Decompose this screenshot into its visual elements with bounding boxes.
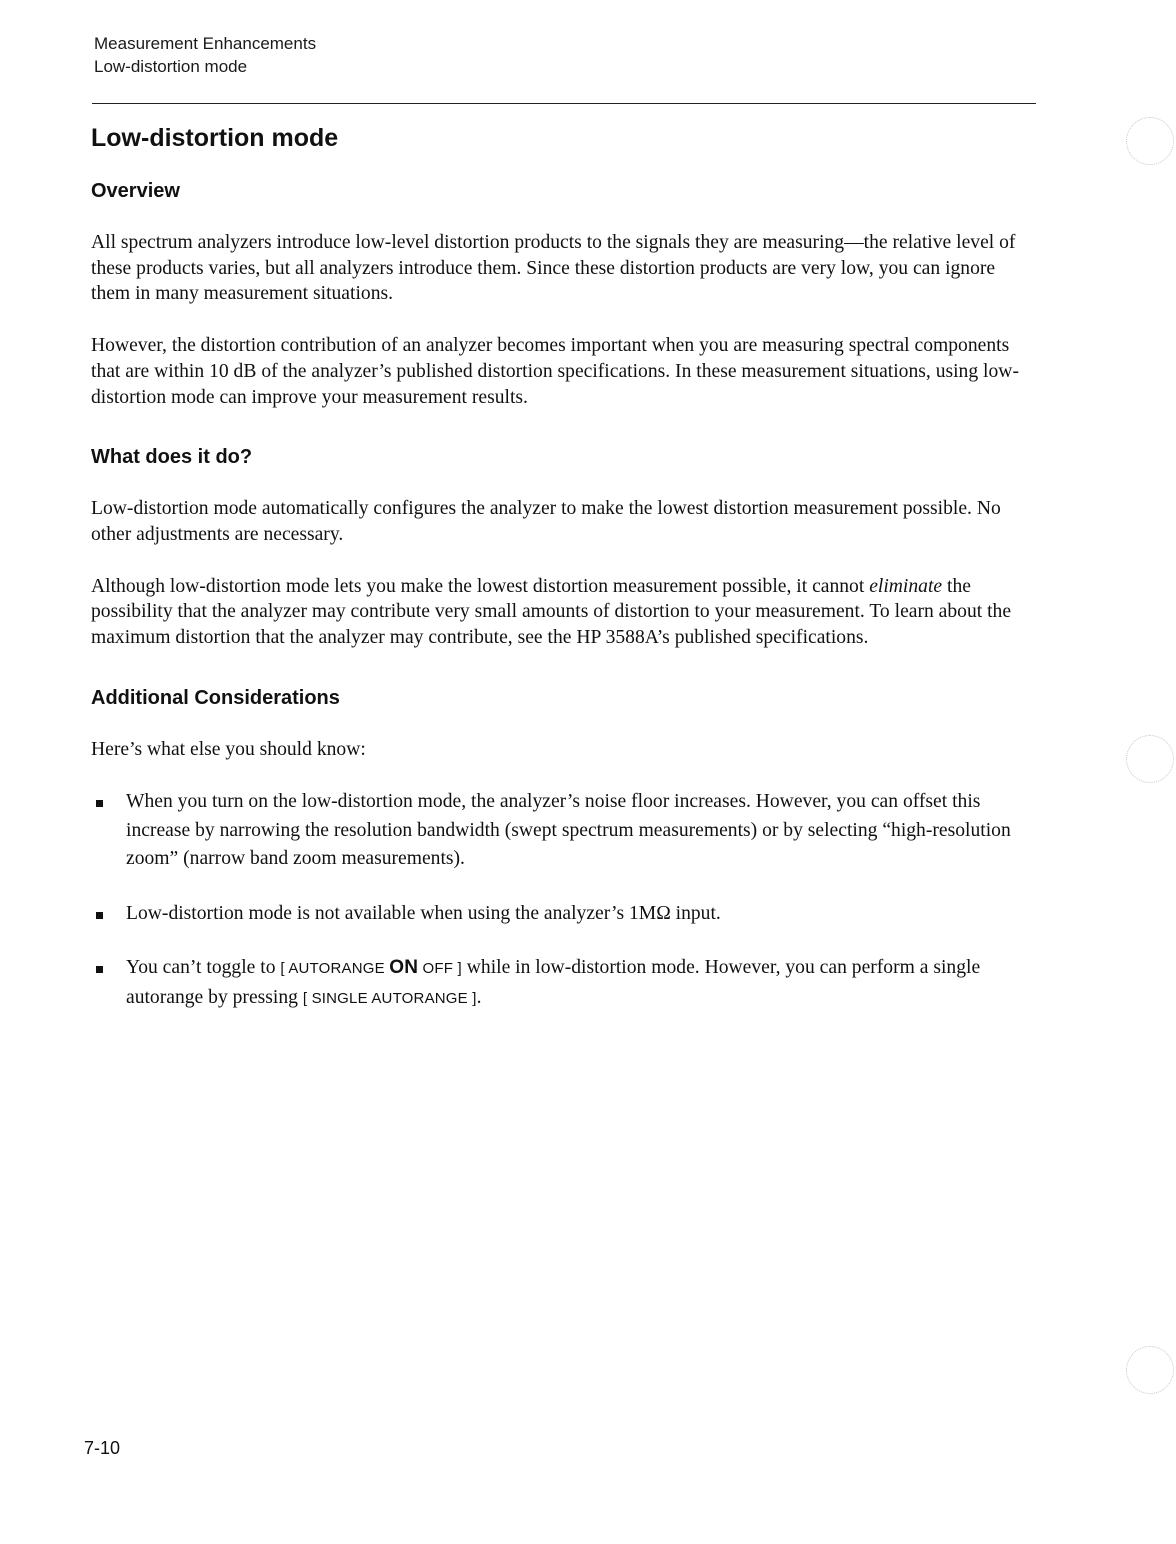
what-paragraph-2-end: the possibility that the analyzer may contribute very small amounts of distortion to your measurement. To learn about the maximum distortion that the analyzer may contribute, see the HP 3588A’s published specifications. <box>91 575 1012 649</box>
additional-intro: Here’s what else you should know: <box>91 738 366 760</box>
list-item <box>91 900 1031 929</box>
punch-hole-middle <box>1126 735 1174 783</box>
page-number: 7-10 <box>84 1438 121 1458</box>
eliminate-emphasis: eliminate <box>869 575 943 597</box>
bullet-text-autorange-part1: You can’t toggle to <box>126 957 281 979</box>
bullet-text-noise-floor: When you turn on the low-distortion mode, the analyzer’s noise floor increases. However, you can offset this increase by narrowing the resolution bandwidth (swept spectrum measurements) or by selecting “high-resolution zoom” (narrow band zoom measurements). <box>126 791 1011 870</box>
overview-paragraph-2: However, the distortion contribution of an analyzer becomes important when you are measuring spectral components that are within 10 dB of the analyzer’s published distortion specifications. In these measurement situations, using low-distortion mode can improve your measurement results. <box>91 335 1019 408</box>
additional-considerations-section <box>91 685 1031 1014</box>
page-content <box>91 122 1031 1039</box>
what-paragraph-1: Low-distortion mode automatically configures the analyzer to make the lowest distortion measurement possible. No other adjustments are necessary. <box>91 498 1001 545</box>
square-bullet-icon <box>96 966 103 973</box>
bullet-text-autorange-part2: while in low-distortion mode. However, you can perform a single autorange by pressing <box>126 957 981 1008</box>
softkey-autorange-on-off <box>280 957 462 979</box>
what-paragraph-2 <box>91 574 1031 651</box>
softkey-autorange-on: ON <box>389 957 419 979</box>
running-header-chapter: Measurement Enhancements <box>94 34 317 53</box>
what-does-it-do-heading: What does it do? <box>91 446 253 469</box>
additional-considerations-heading: Additional Considerations <box>91 686 340 709</box>
list-item <box>91 954 1031 1013</box>
overview-paragraph-1: All spectrum analyzers introduce low-level distortion products to the signals they are measuring—the relative level of these products varies, but all analyzers introduce them. Since these distortion products are very low, you can ignore them in many measurement situations. <box>91 232 1016 305</box>
list-item <box>91 788 1031 874</box>
softkey-autorange-close: OFF ] <box>418 960 462 978</box>
square-bullet-icon <box>96 912 103 919</box>
what-paragraph-2-start: Although low-distortion mode lets you make the lowest distortion measurement possible, it cannot <box>91 575 870 597</box>
bullet-text-1mohm-input: Low-distortion mode is not available when using the analyzer’s 1MΩ input. <box>126 902 721 924</box>
overview-heading: Overview <box>91 180 180 202</box>
running-header <box>94 32 316 78</box>
softkey-single-autorange: [ SINGLE AUTORANGE ] <box>302 989 477 1007</box>
considerations-list <box>91 788 1031 1013</box>
what-does-it-do-section <box>91 444 1031 651</box>
softkey-autorange-open: [ AUTORANGE <box>280 960 390 978</box>
header-divider <box>92 103 1036 104</box>
overview-section <box>91 178 1031 410</box>
running-header-section: Low-distortion mode <box>94 57 248 76</box>
punch-hole-top <box>1126 117 1174 165</box>
square-bullet-icon <box>96 800 103 807</box>
page-title: Low-distortion mode <box>91 124 339 152</box>
punch-hole-bottom <box>1126 1346 1174 1394</box>
bullet-text-autorange-part3: . <box>476 986 482 1008</box>
